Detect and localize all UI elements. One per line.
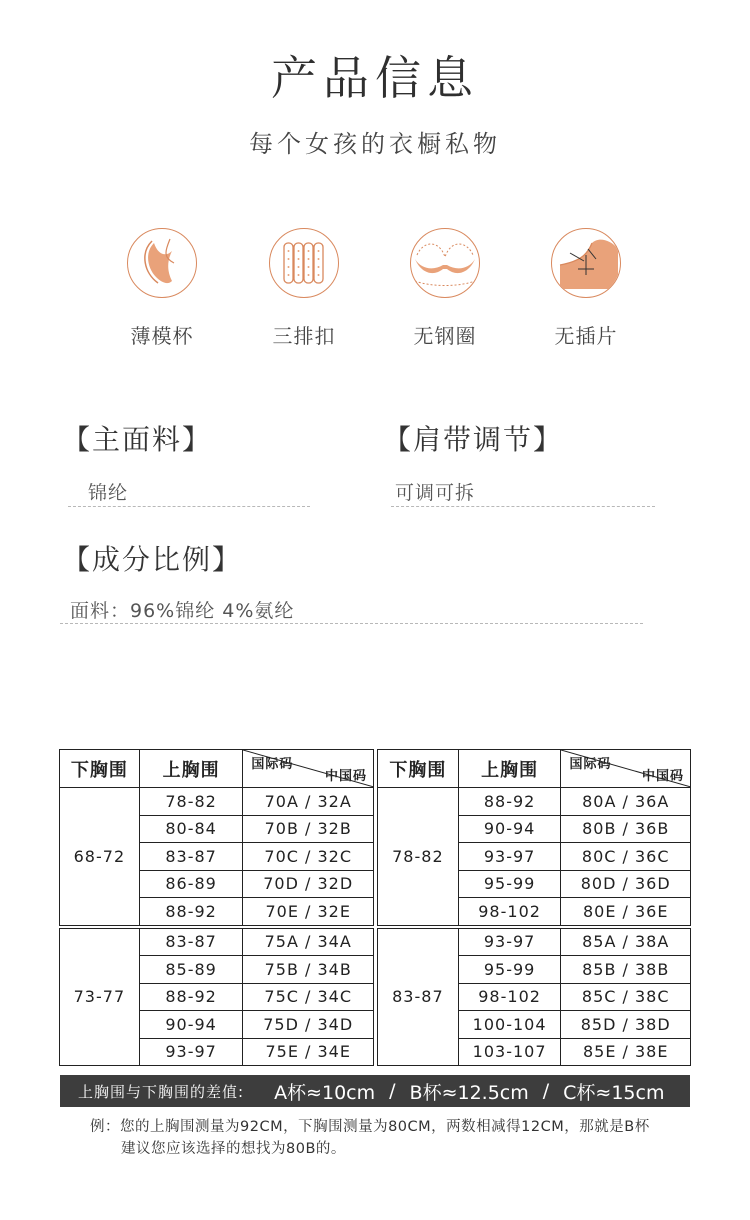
size-cell: 80A / 36A	[561, 788, 691, 816]
divider	[60, 623, 643, 624]
over-bust-cell: 78-82	[139, 788, 243, 816]
example-line-2: 建议您应该选择的想找为80B的。	[121, 1141, 346, 1157]
under-bust-cell: 83-87	[378, 927, 459, 1066]
header-cn: 中国码	[641, 769, 684, 784]
over-bust-cell: 83-87	[139, 927, 243, 956]
size-cell: 80C / 36C	[561, 843, 691, 871]
separator: /	[389, 1080, 396, 1102]
header-over-bust: 上胸围	[458, 750, 561, 788]
size-cell: 85D / 38D	[561, 1011, 691, 1039]
size-example-note	[90, 1116, 710, 1160]
under-bust-cell: 78-82	[378, 788, 459, 927]
difference-label: 上胸围与下胸围的差值:	[78, 1082, 245, 1101]
header-over-bust: 上胸围	[139, 750, 243, 788]
divider	[68, 506, 310, 507]
over-bust-cell: 93-97	[139, 1038, 243, 1066]
size-cell: 70C / 32C	[243, 843, 374, 871]
header-under-bust: 下胸围	[60, 750, 140, 788]
over-bust-cell: 86-89	[139, 870, 243, 898]
example-line-1: 例：您的上胸围测量为92CM，下胸围测量为80CM，两数相减得12CM，那就是B杯	[90, 1119, 650, 1135]
page-title: 产品信息	[271, 51, 479, 105]
feature-label: 薄模杯	[130, 324, 194, 348]
feature-label: 无钢圈	[413, 324, 477, 348]
composition-title: 【成分比例】	[62, 543, 243, 576]
over-bust-cell: 93-97	[458, 843, 561, 871]
table-header-row	[378, 750, 691, 788]
size-cell: 80B / 36B	[561, 815, 691, 843]
size-cell: 75E / 34E	[243, 1038, 374, 1066]
over-bust-cell: 98-102	[458, 983, 561, 1011]
over-bust-cell: 85-89	[139, 956, 243, 984]
divider	[391, 506, 655, 507]
header-cn: 中国码	[324, 769, 367, 784]
size-cell: 70B / 32B	[243, 815, 374, 843]
table-row	[60, 927, 374, 956]
strap-title: 【肩带调节】	[383, 423, 564, 456]
fabric-title: 【主面料】	[62, 423, 213, 456]
table-header-row	[60, 750, 374, 788]
over-bust-cell: 80-84	[139, 815, 243, 843]
header-size-code	[561, 750, 691, 788]
under-bust-cell: 68-72	[60, 788, 140, 927]
size-cell: 70A / 32A	[243, 788, 374, 816]
separator: /	[542, 1080, 550, 1102]
feature-no-insert	[516, 228, 656, 349]
over-bust-cell: 95-99	[458, 956, 561, 984]
over-bust-cell: 93-97	[458, 927, 561, 956]
header-size-code	[243, 750, 374, 788]
over-bust-cell: 90-94	[458, 815, 561, 843]
feature-label: 无插片	[554, 324, 618, 348]
over-bust-cell: 88-92	[139, 983, 243, 1011]
feature-label: 三排扣	[272, 324, 336, 348]
size-cell: 80D / 36D	[561, 870, 691, 898]
over-bust-cell: 98-102	[458, 898, 561, 927]
size-cell: 75B / 34B	[243, 956, 374, 984]
header-intl: 国际码	[569, 757, 612, 772]
cup-difference-bar	[60, 1075, 690, 1107]
strap-value: 可调可拆	[395, 482, 476, 504]
thin-cup-icon	[127, 228, 197, 298]
header-under-bust: 下胸围	[378, 750, 459, 788]
cup-a-difference: A杯≈10cm	[274, 1081, 376, 1104]
size-table-left	[59, 749, 374, 1066]
page-subtitle: 每个女孩的衣橱私物	[249, 130, 501, 158]
size-table-right	[377, 749, 691, 1066]
feature-wire-free	[375, 228, 515, 349]
under-bust-cell: 73-77	[60, 927, 140, 1066]
table-row	[378, 927, 691, 956]
over-bust-cell: 88-92	[139, 898, 243, 927]
size-cell: 75A / 34A	[243, 927, 374, 956]
size-cell: 85C / 38C	[561, 983, 691, 1011]
table-row	[378, 788, 691, 816]
over-bust-cell: 100-104	[458, 1011, 561, 1039]
composition-value: 面料：96%锦纶 4%氨纶	[70, 600, 295, 622]
header-intl: 国际码	[251, 757, 294, 772]
no-insert-pad-icon	[551, 228, 621, 298]
size-cell: 70E / 32E	[243, 898, 374, 927]
cup-b-difference: B杯≈12.5cm	[409, 1081, 529, 1104]
table-row	[60, 788, 374, 816]
over-bust-cell: 90-94	[139, 1011, 243, 1039]
feature-three-row-hook	[234, 228, 374, 349]
size-cell: 85A / 38A	[561, 927, 691, 956]
over-bust-cell: 88-92	[458, 788, 561, 816]
cup-c-difference: C杯≈15cm	[563, 1081, 665, 1104]
over-bust-cell: 95-99	[458, 870, 561, 898]
over-bust-cell: 83-87	[139, 843, 243, 871]
size-cell: 75C / 34C	[243, 983, 374, 1011]
three-row-hook-icon	[269, 228, 339, 298]
over-bust-cell: 103-107	[458, 1038, 561, 1066]
size-cell: 85E / 38E	[561, 1038, 691, 1066]
size-cell: 80E / 36E	[561, 898, 691, 927]
fabric-value: 锦纶	[88, 482, 129, 504]
feature-thin-cup	[92, 228, 232, 349]
size-cell: 70D / 32D	[243, 870, 374, 898]
size-cell: 85B / 38B	[561, 956, 691, 984]
wire-free-icon	[410, 228, 480, 298]
size-cell: 75D / 34D	[243, 1011, 374, 1039]
